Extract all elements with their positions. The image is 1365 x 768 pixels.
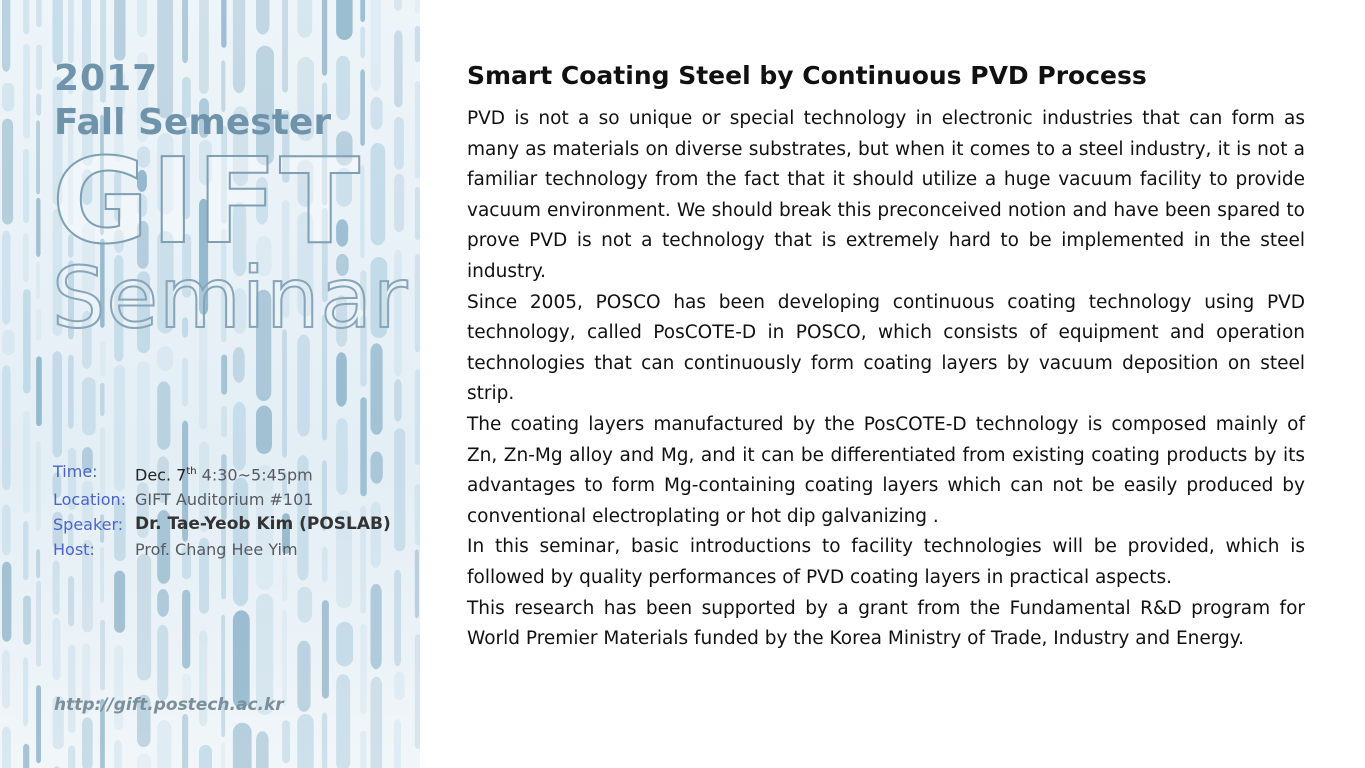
stripe-segment: [157, 589, 169, 617]
stripe-segment: [23, 658, 28, 727]
stripe-segment: [23, 521, 28, 580]
stripe-segment: [53, 618, 61, 681]
stripe-segment: [415, 549, 419, 618]
stripe-segment: [415, 484, 420, 545]
stripe-segment: [322, 713, 327, 768]
abstract-paragraph: This research has been supported by a grant from the Fundamental R&D program for World Premier Materials funded by the Korea Ministry of Trade, Industry and Energy.: [467, 597, 1305, 650]
stripe-segment: [68, 0, 74, 63]
stripe-segment: [297, 641, 310, 712]
stripe-segment: [23, 149, 29, 224]
stripe-segment: [36, 441, 41, 531]
abstract-paragraph: In this seminar, basic introductions to facility technologies will be provided, which is followed by quality performances of PVD coating layers in practical aspects.: [467, 536, 1305, 588]
abstract-paragraph: PVD is not a so unique or special technology in electronic industries that can form as many as materials on diverse substrates, but when it comes to a steel industry, it is not a familiar technology from the fact that it should utilize a huge vacuum facility to provide vacuum environment. We should break this preconceived notion and have been spared to prove PVD is not a technology that is extremely hard to be implemented in the steel industry.: [467, 108, 1305, 282]
stripe-segment: [53, 351, 63, 457]
location-value: GIFT Auditorium #101: [135, 490, 314, 510]
stripe-segment: [137, 754, 151, 768]
stripe-segment: [157, 625, 168, 701]
stripe-segment: [157, 0, 173, 118]
stripe-segment: [157, 346, 173, 371]
stripe-segment: [282, 0, 288, 93]
info-location: [53, 487, 391, 512]
time-range: 4:30~5:45pm: [201, 465, 313, 485]
abstract-title: Smart Coating Steel by Continuous PVD Process: [467, 61, 1147, 90]
stripe-segment: [360, 731, 366, 768]
stripe-segment: [182, 714, 188, 768]
stripe-segment: [221, 406, 227, 437]
stripe-segment: [137, 0, 147, 37]
stripe-segment: [2, 0, 10, 72]
stripe-segment: [2, 505, 11, 556]
stripe-segment: [23, 289, 31, 393]
stripe-segment: [114, 645, 123, 730]
speaker-label: Speaker:: [53, 515, 124, 535]
stripe-segment: [394, 30, 403, 107]
stripe-segment: [23, 0, 29, 35]
stripe-segment: [68, 576, 74, 626]
stripe-segment: [322, 600, 329, 699]
stripe-segment: [36, 120, 40, 194]
stripe-segment: [336, 674, 350, 768]
stripe-segment: [415, 634, 420, 749]
stripe-segment: [371, 97, 383, 130]
stripe-segment: [182, 0, 188, 63]
stripe-segment: [36, 685, 41, 763]
stripe-segment: [256, 0, 270, 35]
stripe-segment: [68, 746, 75, 768]
stripe-segment: [36, 0, 42, 27]
stripe-segment: [394, 570, 401, 666]
stripe-segment: [336, 56, 350, 120]
stripe-segment: [2, 83, 14, 112]
stripe-segment: [182, 358, 188, 407]
website-link[interactable]: http://gift.postech.ac.kr: [54, 695, 284, 715]
stripe-segment: [221, 615, 225, 738]
stripe-segment: [36, 93, 41, 115]
info-host: [53, 537, 391, 562]
stripe-segment: [2, 562, 11, 642]
stripe-segment: [36, 198, 40, 257]
stripe-segment: [100, 383, 104, 416]
stripe-segment: [256, 406, 272, 454]
stripe-segment: [2, 119, 13, 225]
stripe-segment: [415, 254, 420, 352]
stripe-segment: [2, 650, 10, 709]
abstract-paragraph: Since 2005, POSCO has been developing continuous coating technology using PVD technology, called PosCOTE-D in POSCO, which consists of equipment and operation technologies that can continuously form coating layers by vacuum deposition on steel strip.: [467, 291, 1305, 405]
speaker-value: Dr. Tae-Yeob Kim (POSLAB): [135, 514, 391, 535]
host-value: Prof. Chang Hee Yim: [135, 540, 298, 560]
stripe-segment: [23, 596, 31, 645]
stripe-segment: [68, 645, 76, 733]
stripe-segment: [415, 187, 420, 240]
location-label: Location:: [53, 490, 127, 510]
stripe-segment: [394, 0, 402, 11]
poster-semester: Fall Semester: [54, 102, 332, 143]
abstract-paragraph: The coating layers manufactured by the PosCOTE-D technology is composed mainly of Zn, Zn-Mg alloy and Mg, and it can be differentiated from existing coating products by its advantages to form Mg-containing coating layers which can not be easily produced by conventional electroplating or hot dip galvanizing .: [467, 413, 1305, 527]
stripe-segment: [394, 428, 405, 551]
stripe-segment: [233, 723, 252, 768]
stripe-segment: [2, 231, 11, 325]
seminar-poster: [0, 0, 420, 768]
abstract-section: [467, 58, 1305, 655]
stripe-segment: [360, 624, 366, 714]
stripe-segment: [221, 0, 226, 48]
stripe-segment: [371, 677, 383, 768]
stripe-segment: [114, 740, 122, 768]
stripe-segment: [415, 81, 420, 179]
stripe-segment: [23, 411, 30, 513]
stripe-segment: [199, 0, 209, 94]
host-label: Host:: [53, 540, 95, 560]
stripe-segment: [233, 610, 250, 708]
stripe-segment: [360, 26, 365, 58]
stripe-segment: [157, 720, 171, 768]
stripe-segment: [371, 143, 386, 245]
stripe-segment: [394, 174, 404, 232]
stripe-segment: [371, 584, 382, 669]
stripe-segment: [36, 45, 42, 90]
stripe-segment: [297, 714, 314, 768]
stripe-segment: [336, 622, 353, 667]
poster-event-word: Seminar: [52, 249, 409, 347]
stripe-segment: [297, 587, 312, 623]
stripe-segment: [36, 356, 42, 426]
stripe-segment: [297, 335, 310, 437]
stripe-segment: [53, 0, 63, 65]
poster-brand: GIFT: [52, 132, 362, 270]
stripe-segment: [36, 309, 41, 341]
stripe-segment: [82, 377, 96, 435]
stripe-segment: [394, 117, 404, 170]
stripe-segment: [394, 672, 404, 700]
stripe-segment: [322, 0, 327, 76]
stripe-segment: [415, 0, 420, 14]
time-date-suffix: th: [186, 466, 197, 477]
stripe-segment: [23, 744, 29, 768]
stripe-segment: [199, 745, 212, 768]
stripe-segment: [100, 620, 105, 691]
stripe-segment: [336, 0, 353, 40]
stripe-segment: [114, 0, 125, 61]
stripe-segment: [23, 233, 29, 282]
stripe-segment: [114, 571, 125, 633]
stripe-segment: [2, 365, 11, 490]
stripe-segment: [82, 717, 93, 768]
stripe-segment: [137, 554, 151, 681]
time-value: [135, 459, 313, 487]
time-date: Dec. 7: [135, 465, 187, 485]
stripe-segment: [415, 369, 420, 465]
stripe-segment: [371, 343, 383, 434]
stripe-segment: [233, 0, 245, 93]
stripe-segment: [2, 330, 15, 356]
stripe-segment: [360, 0, 365, 22]
stripe-segment: [2, 727, 11, 768]
stripe-segment: [23, 44, 30, 139]
stripe-segment: [36, 549, 40, 578]
seminar-info: [53, 459, 391, 562]
stripe-segment: [394, 379, 402, 421]
stripe-segment: [282, 720, 290, 763]
stripe-segment: [36, 581, 41, 667]
stripe-segment: [221, 355, 227, 395]
time-label: Time:: [53, 462, 98, 481]
info-speaker: [53, 512, 391, 537]
stripe-segment: [233, 347, 245, 383]
stripe-segment: [36, 261, 40, 299]
stripe-segment: [336, 352, 347, 407]
stripe-segment: [53, 560, 60, 615]
poster-year: 2017: [54, 58, 159, 99]
stripe-segment: [415, 26, 420, 62]
stripe-segment: [182, 590, 190, 669]
stripe-segment: [282, 610, 287, 707]
stripe-segment: [282, 329, 287, 458]
info-time: [53, 459, 391, 487]
stripe-segment: [221, 742, 225, 768]
stripe-segment: [297, 0, 312, 38]
stripe-segment: [256, 731, 269, 768]
stripe-segment: [394, 719, 401, 768]
stripe-segment: [282, 557, 287, 601]
stripe-segment: [371, 0, 382, 91]
stripe-segment: [157, 381, 170, 450]
stripe-segment: [68, 355, 74, 429]
